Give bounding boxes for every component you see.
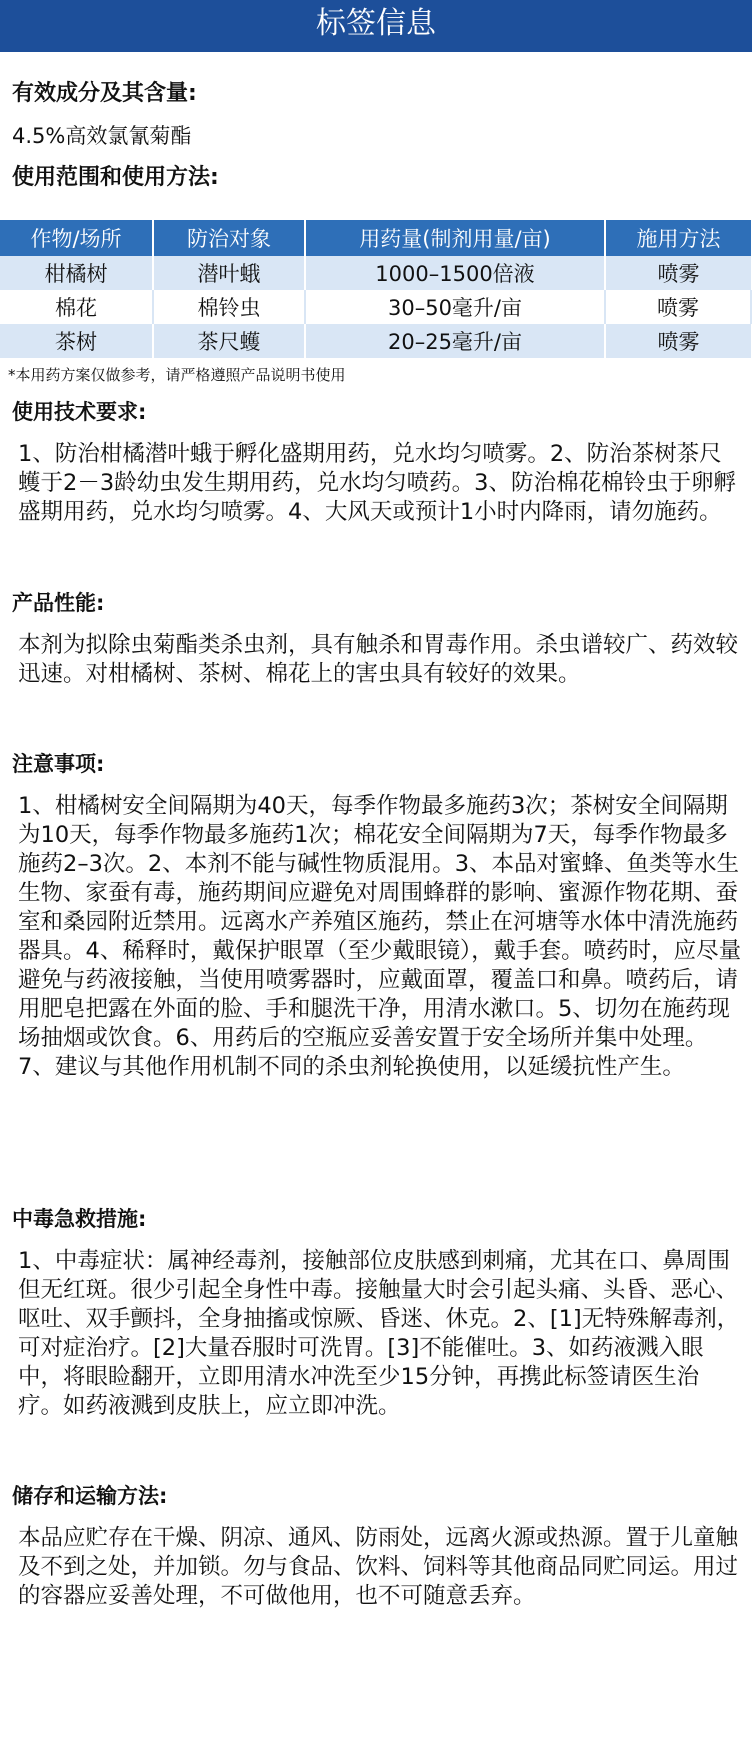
table-row [0,290,751,324]
column-header-dosage: 用药量(制剂用量/亩) [305,220,605,256]
table-cell: 喷雾 [605,324,751,358]
table-cell: 1000–1500倍液 [305,256,605,290]
section-body: 本剂为拟除虫菊酯类杀虫剂，具有触杀和胃毒作用。杀虫谱较广、药效较迅速。对柑橘树、茶树、棉花上的害虫具有较好的效果。 [18,632,739,687]
section-heading: 产品性能: [12,591,105,615]
table-cell: 柑橘树 [0,256,153,290]
column-header-crop: 作物/场所 [0,220,153,256]
section-heading: 注意事项: [12,752,105,776]
page-title: 标签信息 [316,6,436,41]
section-body: 本品应贮存在干燥、阴凉、通风、防雨处，远离火源或热源。置于儿童触及不到之处，并加锁。勿与食品、饮料、饲料等其他商品同贮同运。用过的容器应妥善处理，不可做他用，也不可随意丢弃。 [18,1525,739,1609]
table-cell: 棉铃虫 [153,290,305,324]
table-cell: 茶树 [0,324,153,358]
section-storage-transport [12,1480,742,1611]
usage-table [0,220,752,358]
page-header [0,0,752,52]
section-body: 1、防治柑橘潜叶蛾于孵化盛期用药，兑水均匀喷雾。2、防治茶树茶尺蠖于2－3龄幼虫发生期用药，兑水均匀喷药。3、防治棉花棉铃虫于卵孵盛期用药，兑水均匀喷雾。4、大风天或预计1小时内降雨，请勿施药。 [18,441,736,525]
usage-heading: 使用范围和使用方法: [12,165,219,190]
table-cell: 30–50毫升/亩 [305,290,605,324]
table-cell: 棉花 [0,290,153,324]
section-heading: 使用技术要求: [12,400,147,424]
section-technical-requirements [12,396,742,527]
table-cell: 20–25毫升/亩 [305,324,605,358]
table-header-row [0,220,751,256]
table-row [0,256,751,290]
section-first-aid [12,1203,742,1421]
column-header-method: 施用方法 [605,220,751,256]
table-cell: 喷雾 [605,256,751,290]
table-cell: 喷雾 [605,290,751,324]
usage-note: *本用药方案仅做参考，请严格遵照产品说明书使用 [8,366,346,384]
ingredient-heading: 有效成分及其含量: [12,81,197,106]
section-heading: 中毒急救措施: [12,1207,147,1231]
section-product-performance [12,587,742,689]
section-body: 1、柑橘树安全间隔期为40天，每季作物最多施药3次；茶树安全间隔期为10天，每季作物最多施药1次；棉花安全间隔期为7天，每季作物最多施药2–3次。2、本剂不能与碱性物质混用。3、本品对蜜蜂、鱼类等水生生物、家蚕有毒，施药期间应避免对周围蜂群的影响、蜜源作物花期、蚕室和桑园附近禁用。远离水产养殖区施药，禁止在河塘等水体中清洗施药器具。4、稀释时，戴保护眼罩（至少戴眼镜），戴手套。喷药时，应尽量避免与药液接触，当使用喷雾器时，应戴面罩，覆盖口和鼻。喷药后，请用肥皂把露在外面的脸、手和腿洗干净，用清水漱口。5、切勿在施药现场抽烟或饮食。6、用药后的空瓶应妥善安置于安全场所并集中处理。7、建议与其他作用机制不同的杀虫剂轮换使用，以延缓抗性产生。 [18,793,742,1080]
section-precautions [12,748,742,1082]
column-header-target: 防治对象 [153,220,305,256]
section-body: 1、中毒症状：属神经毒剂，接触部位皮肤感到刺痛，尤其在口、鼻周围但无红斑。很少引起全身性中毒。接触量大时会引起头痛、头昏、恶心、呕吐、双手颤抖，全身抽搐或惊厥、昏迷、休克。2、[1]无特殊解毒剂，可对症治疗。[2]大量吞服时可洗胃。[3]不能催吐。3、如药液溅入眼中，将眼睑翻开，立即用清水冲洗至少15分钟，再携此标签请医生治疗。如药液溅到皮肤上，应立即冲洗。 [18,1248,740,1419]
section-heading: 储存和运输方法: [12,1484,168,1508]
ingredient-value: 4.5%高效氯氰菊酯 [12,124,192,148]
table-cell: 茶尺蠖 [153,324,305,358]
table-row [0,324,751,358]
table-cell: 潜叶蛾 [153,256,305,290]
